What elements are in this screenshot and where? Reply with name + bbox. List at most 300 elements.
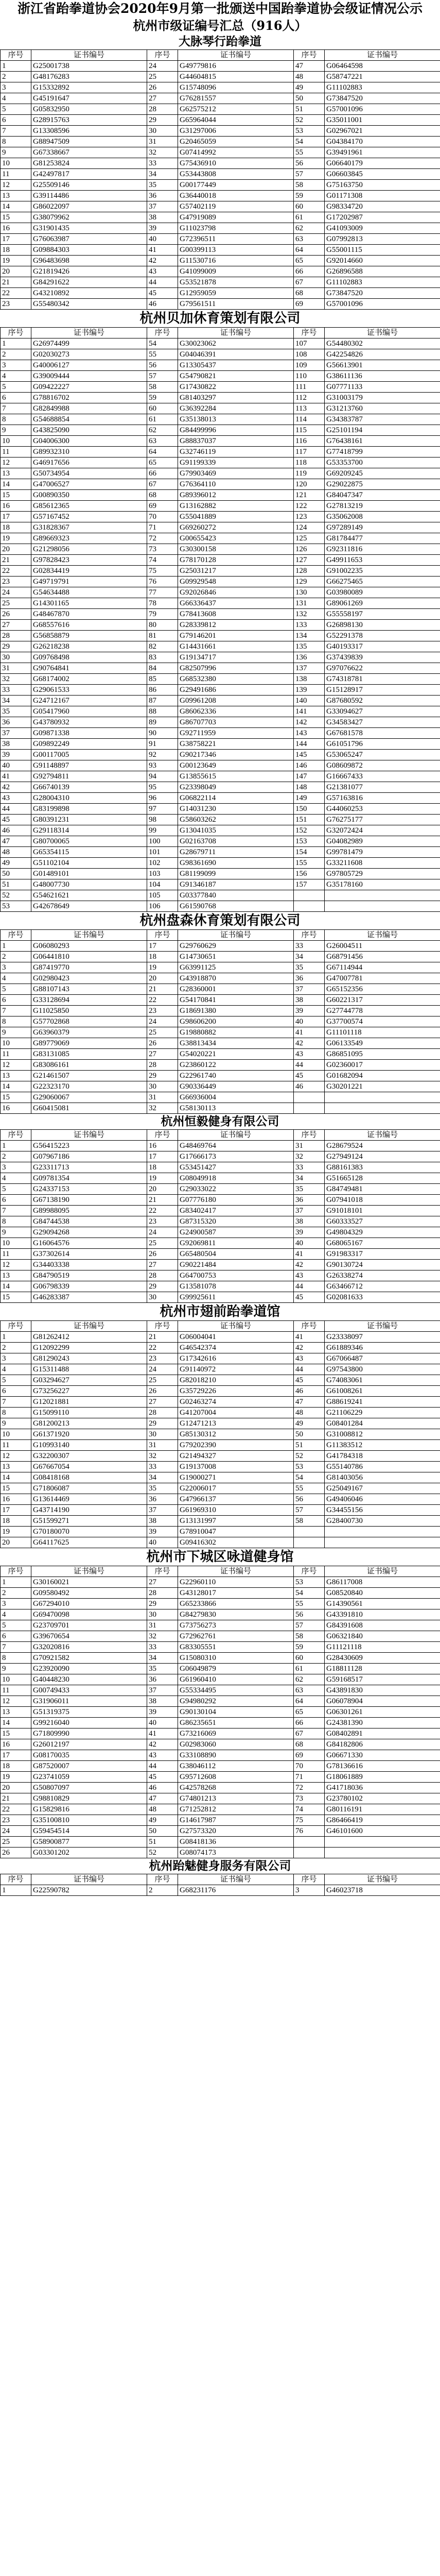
serial-number: 15 (1, 1728, 31, 1739)
section-title: 杭州市翅前跆拳道馆 (160, 1304, 280, 1319)
table-row (1, 641, 440, 652)
certificate-number: G63466712 (325, 1281, 440, 1292)
serial-number: 69 (294, 299, 325, 310)
serial-number: 28 (1, 631, 31, 641)
certificate-number: G23741059 (31, 1772, 147, 1783)
certificate-number: G48467870 (31, 609, 147, 620)
column-header: 序号 (294, 1321, 325, 1332)
serial-number: 116 (294, 436, 325, 447)
table-row (1, 890, 440, 901)
column-header: 序号 (1, 1321, 31, 1332)
table-row (1, 847, 440, 858)
certificate-number: G15332892 (31, 82, 147, 93)
serial-number: 26 (1, 609, 31, 620)
column-header: 序号 (147, 1321, 178, 1332)
table-row (1, 1092, 440, 1103)
certificate-number: G89932310 (31, 447, 147, 457)
serial-number: 79 (147, 609, 178, 620)
column-header: 序号 (1, 930, 31, 941)
column-header: 证书编号 (31, 930, 147, 941)
serial-number: 157 (294, 879, 325, 890)
certificate-number: G92311816 (325, 544, 440, 555)
table-row (1, 1151, 440, 1162)
serial-number: 3 (1, 82, 31, 93)
serial-number: 5 (1, 1620, 31, 1631)
serial-number: 42 (294, 1260, 325, 1270)
certificate-number: G92026846 (178, 587, 294, 598)
serial-number: 18 (1, 522, 31, 533)
serial-number: 91 (147, 739, 178, 750)
certificate-number: G31003179 (325, 393, 440, 403)
table-row (1, 879, 440, 890)
table-row (1, 1739, 440, 1750)
serial-number: 66 (294, 1718, 325, 1728)
certificate-number: G11023798 (178, 223, 294, 234)
serial-number: 4 (1, 1609, 31, 1620)
section (0, 34, 440, 310)
serial-number: 49 (294, 82, 325, 93)
serial-number: 28 (147, 1270, 178, 1281)
certificate-number: G12471213 (178, 1418, 294, 1429)
certificate-number: G17202987 (325, 212, 440, 223)
certificate-number: G81403056 (325, 1472, 440, 1483)
certificate-number: G84279830 (178, 1609, 294, 1620)
serial-number: 58 (147, 382, 178, 393)
serial-number: 120 (294, 479, 325, 490)
serial-number: 30 (147, 1609, 178, 1620)
certificate-number: G65480504 (178, 1249, 294, 1260)
serial-number: 8 (1, 1653, 31, 1664)
serial-number (294, 901, 325, 912)
serial-number: 137 (294, 663, 325, 674)
serial-number: 41 (147, 245, 178, 256)
table-row (1, 717, 440, 728)
serial-number: 121 (294, 490, 325, 501)
certificate-number: G91346187 (178, 879, 294, 890)
certificate-number: G41718036 (325, 1783, 440, 1793)
certificate-number: G40006127 (31, 360, 147, 371)
certificate-number (325, 1092, 440, 1103)
serial-number: 17 (1, 512, 31, 522)
serial-number: 63 (294, 1685, 325, 1696)
serial-number: 29 (147, 1599, 178, 1609)
column-header: 证书编号 (31, 50, 147, 61)
certificate-number: G83131085 (31, 1049, 147, 1060)
serial-number: 60 (294, 201, 325, 212)
serial-number: 33 (147, 1462, 178, 1472)
certificate-number: G06321840 (325, 1631, 440, 1642)
serial-number: 22 (1, 288, 31, 299)
serial-number: 13 (1, 1707, 31, 1718)
certificate-number: G04082989 (325, 836, 440, 847)
serial-number: 44 (294, 1060, 325, 1071)
certificate-number: G98334720 (325, 201, 440, 212)
certificate-number: G77418799 (325, 447, 440, 457)
serial-number: 34 (147, 1472, 178, 1483)
certificate-number: G57702868 (31, 1016, 147, 1027)
serial-number: 94 (147, 771, 178, 782)
certificate-number: G61371920 (31, 1429, 147, 1440)
serial-number: 46 (147, 299, 178, 310)
certificate-number: G32200307 (31, 1451, 147, 1462)
table-row (1, 371, 440, 382)
serial-number: 18 (147, 1162, 178, 1173)
certificate-number: G41093009 (325, 223, 440, 234)
serial-number: 98 (147, 815, 178, 825)
serial-number: 90 (147, 728, 178, 739)
certificate-number: G29060067 (31, 1092, 147, 1103)
header-row (1, 1321, 440, 1332)
section (0, 310, 440, 912)
serial-number: 41 (294, 1249, 325, 1260)
table-row (1, 760, 440, 771)
certificate-number: G09422227 (31, 382, 147, 393)
serial-number: 67 (294, 277, 325, 288)
table-row (1, 952, 440, 962)
table-row (1, 1027, 440, 1038)
serial-number: 44 (147, 1761, 178, 1772)
certificate-number: G17342616 (178, 1353, 294, 1364)
serial-number: 109 (294, 360, 325, 371)
serial-number: 155 (294, 858, 325, 869)
table-row (1, 82, 440, 93)
serial-number: 74 (147, 555, 178, 566)
serial-number: 68 (147, 490, 178, 501)
certificate-number: G60333527 (325, 1216, 440, 1227)
column-header: 证书编号 (325, 1874, 440, 1885)
serial-number: 21 (1, 555, 31, 566)
serial-number: 139 (294, 685, 325, 696)
table-row (1, 158, 440, 169)
serial-number (294, 890, 325, 901)
table-row (1, 782, 440, 793)
table-row (1, 223, 440, 234)
certificate-number: G11102883 (325, 277, 440, 288)
certificate-number: G13614469 (31, 1494, 147, 1505)
table-row (1, 360, 440, 371)
certificate-number: G74318781 (325, 674, 440, 685)
serial-number: 35 (294, 962, 325, 973)
certificate-number: G68532380 (178, 674, 294, 685)
certificate-number: G64117625 (31, 1537, 147, 1548)
serial-number: 19 (147, 962, 178, 973)
table-row (1, 587, 440, 598)
certificate-number (325, 1848, 440, 1858)
certificate-number: G95712608 (178, 1772, 294, 1783)
serial-number: 39 (294, 1006, 325, 1016)
serial-number: 68 (294, 1739, 325, 1750)
certificate-number: G67114944 (325, 962, 440, 973)
certificate-number: G36440018 (178, 191, 294, 201)
certificate-number: G28430609 (325, 1653, 440, 1664)
certificate-number: G35178160 (325, 879, 440, 890)
serial-number: 15 (1, 1092, 31, 1103)
certificate-number: G87315320 (178, 1216, 294, 1227)
serial-number: 2 (1, 1588, 31, 1599)
column-header: 证书编号 (178, 1566, 294, 1577)
table-row (1, 468, 440, 479)
serial-number: 7 (1, 126, 31, 137)
serial-number: 100 (147, 836, 178, 847)
table-row (1, 93, 440, 104)
certificate-number: G28400730 (325, 1516, 440, 1527)
serial-number: 48 (1, 847, 31, 858)
certificate-number (325, 1837, 440, 1848)
certificate-number: G81784477 (325, 533, 440, 544)
serial-number: 34 (294, 952, 325, 962)
certificate-number: G47006527 (31, 479, 147, 490)
serial-number: 128 (294, 566, 325, 577)
serial-number: 5 (1, 1375, 31, 1386)
certificate-number: G78910047 (178, 1527, 294, 1537)
serial-number: 107 (294, 338, 325, 349)
serial-number: 43 (147, 266, 178, 277)
serial-number: 56 (294, 1609, 325, 1620)
serial-number: 7 (1, 1006, 31, 1016)
serial-number: 11 (1, 1249, 31, 1260)
column-header: 证书编号 (31, 1874, 147, 1885)
serial-number: 56 (294, 1494, 325, 1505)
certificate-number: G53353700 (325, 457, 440, 468)
serial-number: 57 (147, 371, 178, 382)
table-row (1, 962, 440, 973)
certificate-number: G79561511 (178, 299, 294, 310)
serial-number: 30 (147, 1429, 178, 1440)
serial-number: 7 (1, 1397, 31, 1408)
certificate-number: G09781354 (31, 1173, 147, 1184)
certificate-number: G41784318 (325, 1451, 440, 1462)
serial-number: 83 (147, 652, 178, 663)
serial-number: 28 (147, 104, 178, 115)
serial-number: 51 (1, 879, 31, 890)
serial-number: 40 (147, 1537, 178, 1548)
certificate-number: G49911653 (325, 555, 440, 566)
table-row (1, 1060, 440, 1071)
certificate-number: G19137008 (178, 1462, 294, 1472)
serial-number: 22 (147, 1343, 178, 1353)
certificate-number: G06049879 (178, 1664, 294, 1674)
table-row (1, 1642, 440, 1653)
certificate-number: G41099009 (178, 266, 294, 277)
column-header: 证书编号 (178, 930, 294, 941)
certificate-number: G98810829 (31, 1793, 147, 1804)
table-row (1, 479, 440, 490)
serial-number: 18 (1, 1761, 31, 1772)
serial-number: 138 (294, 674, 325, 685)
serial-number: 38 (147, 1696, 178, 1707)
serial-number: 16 (147, 1141, 178, 1151)
certificate-number: G99216040 (31, 1718, 147, 1728)
serial-number: 5 (1, 1184, 31, 1195)
serial-number: 69 (294, 1750, 325, 1761)
certificate-number: G81200213 (31, 1418, 147, 1429)
table-row (1, 577, 440, 587)
serial-number: 32 (147, 1103, 178, 1114)
certificate-number: G61889346 (325, 1343, 440, 1353)
serial-number: 20 (1, 1537, 31, 1548)
certificate-number: G14031230 (178, 804, 294, 815)
column-header: 证书编号 (178, 1321, 294, 1332)
certificate-number: G54020221 (178, 1049, 294, 1060)
serial-number: 125 (294, 533, 325, 544)
serial-number: 89 (147, 717, 178, 728)
document-subtitle: 杭州市级证编号汇总（916人） (133, 18, 307, 33)
serial-number: 111 (294, 382, 325, 393)
serial-number: 54 (147, 338, 178, 349)
table-row (1, 598, 440, 609)
serial-number: 50 (1, 869, 31, 879)
certificate-number: G20465059 (178, 137, 294, 147)
certificate-number: G46542374 (178, 1343, 294, 1353)
table-row (1, 1483, 440, 1494)
serial-number: 152 (294, 825, 325, 836)
serial-number: 29 (147, 1281, 178, 1292)
table-row (1, 869, 440, 879)
certificate-table (0, 1129, 440, 1303)
certificate-number: G51319375 (31, 1707, 147, 1718)
serial-number: 92 (147, 750, 178, 760)
column-header: 证书编号 (31, 1566, 147, 1577)
certificate-number: G42678649 (31, 901, 147, 912)
serial-number: 15 (1, 1292, 31, 1303)
certificate-number: G00749433 (31, 1685, 147, 1696)
certificate-number: G68791456 (325, 952, 440, 962)
serial-number: 35 (1, 706, 31, 717)
certificate-number: G67066487 (325, 1353, 440, 1364)
table-row (1, 771, 440, 782)
header-row (1, 1874, 440, 1885)
certificate-number: G42578268 (178, 1783, 294, 1793)
certificate-number: G02967021 (325, 126, 440, 137)
serial-number: 11 (1, 1049, 31, 1060)
serial-number: 19 (1, 256, 31, 266)
table-row (1, 804, 440, 815)
certificate-number: G82507996 (178, 663, 294, 674)
certificate-number: G89396012 (178, 490, 294, 501)
header-row (1, 1566, 440, 1577)
table-row (1, 696, 440, 706)
serial-number: 44 (294, 1281, 325, 1292)
serial-number: 34 (1, 696, 31, 706)
table-row (1, 815, 440, 825)
table-row (1, 414, 440, 425)
certificate-number: G81262412 (31, 1332, 147, 1343)
serial-number: 8 (1, 1408, 31, 1418)
serial-number: 102 (147, 858, 178, 869)
certificate-number: G17666173 (178, 1151, 294, 1162)
table-row (1, 555, 440, 566)
certificate-number: G89669323 (31, 533, 147, 544)
table-row (1, 349, 440, 360)
certificate-number: G43391810 (325, 1609, 440, 1620)
table-row (1, 1462, 440, 1472)
certificate-number: G09961208 (178, 696, 294, 706)
certificate-number: G91002235 (325, 566, 440, 577)
certificate-number: G08170035 (31, 1750, 147, 1761)
certificate-number: G06004041 (178, 1332, 294, 1343)
serial-number: 20 (147, 973, 178, 984)
table-row (1, 256, 440, 266)
certificate-number: G59168517 (325, 1674, 440, 1685)
certificate-number: G02463274 (178, 1397, 294, 1408)
certificate-number: G76438161 (325, 436, 440, 447)
column-header: 证书编号 (325, 1566, 440, 1577)
serial-number: 25 (1, 1837, 31, 1848)
serial-number: 24 (147, 61, 178, 72)
table-row (1, 1494, 440, 1505)
certificate-number: G89988095 (31, 1206, 147, 1216)
serial-number: 45 (294, 1375, 325, 1386)
certificate-number: G07776180 (178, 1195, 294, 1206)
table-row (1, 631, 440, 641)
serial-number: 67 (147, 479, 178, 490)
serial-number: 12 (1, 1451, 31, 1462)
serial-number: 65 (294, 1707, 325, 1718)
serial-number: 19 (147, 1173, 178, 1184)
certificate-number: G70180070 (31, 1527, 147, 1537)
certificate-number: G03294627 (31, 1375, 147, 1386)
certificate-number: G91148897 (31, 760, 147, 771)
certificate-number: G78816702 (31, 393, 147, 403)
serial-number: 37 (294, 984, 325, 995)
serial-number: 36 (147, 191, 178, 201)
table-row (1, 652, 440, 663)
serial-number: 37 (1, 728, 31, 739)
certificate-number: G15829816 (31, 1804, 147, 1815)
certificate-number: G21461507 (31, 1071, 147, 1081)
certificate-number: G13162882 (178, 501, 294, 512)
table-row (1, 1696, 440, 1707)
serial-number: 44 (294, 1364, 325, 1375)
serial-number: 123 (294, 512, 325, 522)
table-row (1, 61, 440, 72)
certificate-number: G49804329 (325, 1227, 440, 1238)
serial-number: 36 (147, 1494, 178, 1505)
certificate-number: G07414992 (178, 147, 294, 158)
table-row (1, 245, 440, 256)
certificate-number: G42497817 (31, 169, 147, 180)
serial-number: 29 (1, 641, 31, 652)
certificate-number: G46101600 (325, 1826, 440, 1837)
certificate-number: G50807097 (31, 1783, 147, 1793)
certificate-number: G52291378 (325, 631, 440, 641)
serial-number: 26 (147, 1249, 178, 1260)
certificate-number: G90764841 (31, 663, 147, 674)
column-header: 序号 (147, 1130, 178, 1141)
section-title: 杭州跆魅健身服务有限公司 (149, 1859, 291, 1873)
certificate-table (0, 1566, 440, 1858)
serial-number: 5 (1, 984, 31, 995)
serial-number: 39 (1, 750, 31, 760)
serial-number: 69 (147, 501, 178, 512)
serial-number: 127 (294, 555, 325, 566)
serial-number: 73 (294, 1793, 325, 1804)
serial-number: 147 (294, 771, 325, 782)
certificate-number: G09929548 (178, 577, 294, 587)
certificate-number: G53443808 (178, 169, 294, 180)
certificate-number: G56415223 (31, 1141, 147, 1151)
serial-number: 145 (294, 750, 325, 760)
certificate-number: G84499996 (178, 425, 294, 436)
serial-number: 31 (147, 1620, 178, 1631)
serial-number: 11 (1, 169, 31, 180)
certificate-number: G29033022 (178, 1184, 294, 1195)
certificate-number: G06133549 (325, 1038, 440, 1049)
certificate-number: G68231176 (178, 1885, 294, 1896)
certificate-number: G28004310 (31, 793, 147, 804)
serial-number: 25 (147, 1238, 178, 1249)
serial-number: 32 (147, 1451, 178, 1462)
